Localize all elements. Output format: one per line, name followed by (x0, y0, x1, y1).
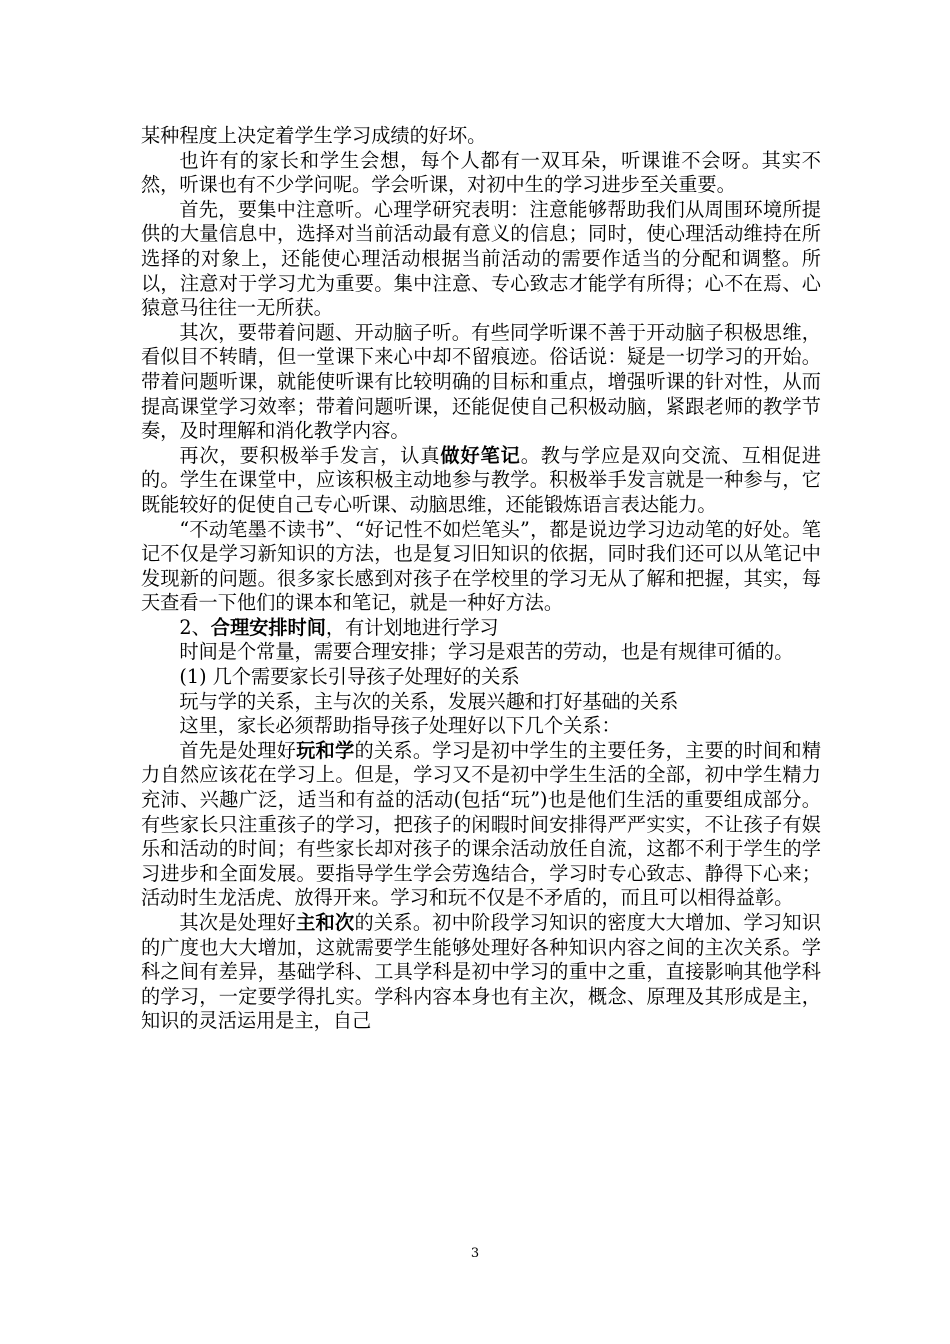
paragraph (141, 911, 821, 1034)
bold-phrase: 主和次 (296, 911, 355, 934)
document-body (141, 124, 821, 1034)
text-run: 首先是处理好 (179, 738, 297, 762)
paragraph (141, 518, 821, 616)
text-run: 这里，家长必须帮助指导孩子处理好以下几个关系： (179, 714, 621, 738)
paragraph (141, 690, 821, 715)
paragraph (141, 198, 821, 321)
text-run: 其次是处理好 (179, 911, 297, 934)
text-run: 的关系。初中阶段学习知识的密度大大增加、学习知识的广度也大大增加，这就需要学生能够处理好各种知识内容之间的主次关系。学科之间有差异，基础学科、工具学科是初中学习的重中之重，直接影响其他学科的学习，一定要学得扎实。学科内容本身也有主次，概念、原理及其形成是主，知识的灵活运用是主，自己 (141, 911, 822, 1033)
text-run: (1) 几个需要家长引导孩子处理好的关系 (179, 665, 520, 689)
bold-phrase: 做好笔记 (440, 443, 521, 467)
text-run: 2、 (179, 615, 211, 639)
text-run: 某种程度上决定着学生学习成绩的好坏。 (141, 124, 487, 147)
bold-phrase: 玩和学 (296, 738, 355, 762)
paragraph (141, 444, 821, 518)
text-run: ，有计划地进行学习 (325, 615, 499, 639)
paragraph (141, 149, 821, 198)
paragraph (141, 665, 821, 690)
page-number: 3 (470, 1246, 480, 1261)
text-run: 也许有的家长和学生会想，每个人都有一双耳朵，听课谁不会呀。其实不然，听课也有不少学问呢。学会听课，对初中生的学习进步至关重要。 (141, 148, 821, 197)
paragraph (141, 640, 821, 665)
text-run: 再次，要积极举手发言，认真 (179, 443, 441, 467)
paragraph (141, 714, 821, 739)
text-run: “不动笔墨不读书”、“好记性不如烂笔头”，都是说边学习边动笔的好处。笔记不仅是学习新知识的方法，也是复习旧知识的依据，同时我们还可以从笔记中发现新的问题。很多家长感到对孩子在学校里的学习无从了解和把握，其实，每天查看一下他们的课本和笔记，就是一种好方法。 (141, 517, 821, 615)
text-run: 时间是个常量，需要合理安排；学习是艰苦的劳动，也是有规律可循的。 (179, 640, 794, 664)
paragraph (141, 321, 821, 444)
text-run: 的关系。学习是初中学生的主要任务，主要的时间和精力自然应该花在学习上。但是，学习又不是初中学生生活的全部，初中学生精力充沛、兴趣广泛，适当和有益的活动(包括“玩”)也是他们生活的重要组成部分。有些家长只注重孩子的学习，把孩子的闲暇时间安排得严严实实，不让孩子有娱乐和活动的时间；有些家长却对孩子的课余活动放任自流，这都不利于学生的学习进步和全面发展。要指导学生学会劳逸结合，学习时专心致志、静得下心来；活动时生龙活虎、放得开来。学习和玩不仅是不矛盾的，而且可以相得益彰。 (141, 738, 822, 910)
text-run: 其次，要带着问题、开动脑子听。有些同学听课不善于开动脑子积极思维，看似目不转睛，但一堂课下来心中却不留痕迹。俗话说：疑是一切学习的开始。带着问题听课，就能使听课有比较明确的目标和重点，增强听课的针对性，从而提高课堂学习效率；带着问题听课，还能促使自己积极动脑，紧跟老师的教学节奏，及时理解和消化教学内容。 (141, 320, 821, 443)
text-run: 玩与学的关系，主与次的关系，发展兴趣和打好基础的关系 (179, 689, 679, 713)
text-run: 首先，要集中注意听。心理学研究表明：注意能够帮助我们从周围环境所提供的大量信息中，选择对当前活动最有意义的信息；同时，使心理活动维持在所选择的对象上，还能使心理活动根据当前活动的需要作适当的分配和调整。所以，注意对于学习尤为重要。集中注意、专心致志才能学有所得；心不在焉、心猿意马往往一无所获。 (141, 197, 821, 320)
paragraph (141, 124, 821, 149)
paragraph (141, 739, 821, 911)
bold-phrase: 合理安排时间 (210, 615, 326, 639)
paragraph (141, 616, 821, 641)
text-run: 。教与学应是双向交流、互相促进的。学生在课堂中，应该积极主动地参与教学。积极举手发言就是一种参与，它既能较好的促使自己专心听课、动脑思维，还能锻炼语言表达能力。 (141, 443, 821, 516)
